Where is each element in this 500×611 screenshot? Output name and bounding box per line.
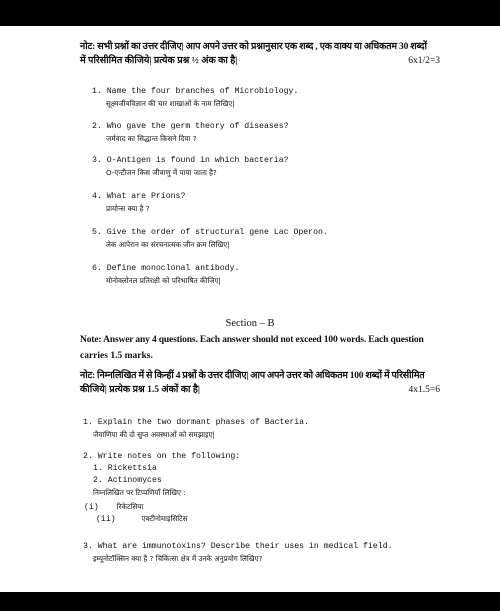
section-b-note-hi-line2: कीजिये| प्रत्येक प्रश्न 1.5 अंकों का है| <box>80 385 200 395</box>
question-a3-hi: O-एन्टीजन किस जीवाणु में पाया जाता है? <box>106 168 217 177</box>
question-a3-en: 3. O-Antigen is found in which bacteria? <box>92 156 289 165</box>
question-b3-en: 3. What are immunotoxins? Describe their uses in medical field. <box>83 542 393 551</box>
question-a6-en: 6. Define monoclonal antibody. <box>92 264 240 273</box>
section-b-note-en-line2: carries 1.5 marks. <box>80 351 153 361</box>
question-a1-en: 1. Name the four branches of Microbiology. <box>92 87 299 96</box>
section-b-note-en-line1: Note: Answer any 4 questions. Each answer should not exceed 100 words. Each question <box>80 335 424 345</box>
section-b-note-hi <box>80 369 440 397</box>
section-a-instructions-line2: में परिसीमित कीजिये| प्रत्येक प्रश्न ½ अंक का है| <box>80 56 238 66</box>
section-a-instructions <box>80 40 440 68</box>
question-b2-hi: निम्नलिखित पर टिप्पणियाँ लिखिए : <box>93 488 186 497</box>
question-b1 <box>83 417 309 441</box>
section-a-instructions-line1: नोट: सभी प्रश्नों का उत्तर दीजिए| आप अपने उत्तर को प्रश्नानुसार एक शब्द , एक वाक्य या अधिकतम 30 शब्दों <box>80 42 427 52</box>
question-a5-en: 5. Give the order of structural gene Lac Operon. <box>92 228 328 237</box>
question-a4 <box>92 191 432 215</box>
question-a4-en: 4. What are Prions? <box>92 192 186 201</box>
question-b2-hi-sub2-num: (ii) <box>96 515 116 524</box>
question-a2 <box>92 121 432 145</box>
question-b2-sub1: 1. Rickettsia <box>93 464 157 473</box>
question-a3 <box>92 155 432 179</box>
question-a2-en: 2. Who gave the germ theory of diseases? <box>92 122 289 131</box>
question-a4-hi: प्रायोन्स क्या है ? <box>106 204 150 213</box>
section-a-marks: 6x1/2=3 <box>408 56 440 66</box>
question-a6 <box>92 263 432 287</box>
question-a1 <box>92 86 432 110</box>
question-b2 <box>83 451 240 499</box>
question-a6-hi: मोनोक्लोनल प्रतिरक्षी को परिभाषित कीजिए| <box>106 276 221 285</box>
question-a2-hi: जर्मवाद का सिद्धान्त किसने दिया ? <box>106 134 197 143</box>
top-black-band <box>0 0 500 26</box>
question-b3 <box>83 541 393 565</box>
question-b2-hi-sub2-text: एक्टीनोमाइसिटिस <box>141 514 188 523</box>
bottom-black-band <box>0 592 500 611</box>
question-b1-en: 1. Explain the two dormant phases of Bacteria. <box>83 418 310 427</box>
section-b-title: Section – B <box>225 318 275 329</box>
section-b-note-en <box>80 332 440 364</box>
question-b2-hi-sub1-num: (i) <box>84 503 99 512</box>
question-b3-hi: इम्यूनोटॉक्सिन क्या है ? चिकित्सा क्षेत्र में उनके अनुप्रयोग लिखिए? <box>93 554 263 563</box>
question-b2-sub2: 2. Actinomyces <box>93 476 162 485</box>
question-b2-hi-sub2 <box>96 511 188 526</box>
section-b-note-hi-line1: नोट: निम्नलिखित में से किन्हीं 4 प्रश्नों के उत्तर दीजिए| आप अपने उत्तर को अधिकतम 100 शब्दों में परिसीमित <box>80 371 425 381</box>
question-a5 <box>92 227 432 251</box>
question-a1-hi: सूक्ष्मजीवविज्ञान की चार शाखाओं के नाम लिखिए| <box>106 99 235 108</box>
section-b-marks: 4x1.5=6 <box>408 385 440 395</box>
question-a5-hi: लेक आपेरान का संरचनात्मक जीन क्रम लिखिए| <box>106 240 230 249</box>
question-b2-en: 2. Write notes on the following: <box>83 452 241 461</box>
question-b1-hi: जैवाणिया की दो सुप्त अवस्थाओं को समझाइए| <box>93 430 215 439</box>
question-b2-hi-sub1-text: रिकेटसिया <box>116 502 144 511</box>
